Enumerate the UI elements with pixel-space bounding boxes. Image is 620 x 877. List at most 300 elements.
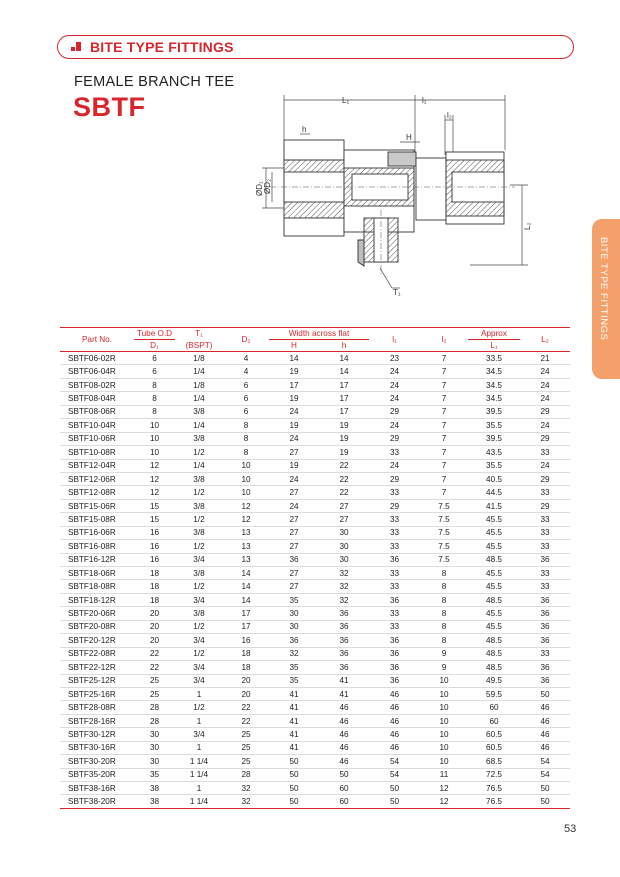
table-row <box>60 352 570 365</box>
table-cell: 10 <box>420 701 468 714</box>
table-cell: 24 <box>369 365 420 378</box>
table-row <box>60 741 570 754</box>
table-cell: 29 <box>520 499 570 512</box>
table-cell: 18 <box>134 580 175 593</box>
table-cell: 33 <box>520 540 570 553</box>
table-cell: 36 <box>369 593 420 606</box>
table-cell: 50 <box>520 782 570 795</box>
table-cell: 24 <box>520 419 570 432</box>
table-cell: 50 <box>369 795 420 808</box>
table-cell: 46 <box>520 714 570 727</box>
table-cell: 50 <box>269 755 319 768</box>
table-cell: 10 <box>134 419 175 432</box>
spec-table <box>60 327 570 809</box>
table-row <box>60 365 570 378</box>
table-cell: 27 <box>269 567 319 580</box>
table-row <box>60 459 570 472</box>
table-cell: 29 <box>520 432 570 445</box>
table-row <box>60 486 570 499</box>
table-cell: 46 <box>319 728 369 741</box>
table-cell: 1/2 <box>175 701 223 714</box>
part-number-cell: SBTF08-02R <box>60 378 134 391</box>
part-number-cell: SBTF16-08R <box>60 540 134 553</box>
table-row <box>60 553 570 566</box>
side-tab-label: BITE TYPE FITTINGS <box>598 237 609 341</box>
table-cell: 36 <box>369 553 420 566</box>
dim-T1: T₁ <box>393 288 401 297</box>
fitting-drawing <box>240 90 550 300</box>
table-cell: 6 <box>223 392 269 405</box>
table-cell: 19 <box>269 365 319 378</box>
table-cell: 29 <box>520 472 570 485</box>
table-cell: 33 <box>369 526 420 539</box>
part-number-cell: SBTF28-16R <box>60 714 134 727</box>
table-cell: 46 <box>520 701 570 714</box>
table-cell: 1/2 <box>175 580 223 593</box>
table-cell: 40.5 <box>468 472 520 485</box>
table-cell: 10 <box>420 674 468 687</box>
spec-table-body <box>60 352 570 809</box>
table-cell: 9 <box>420 661 468 674</box>
table-cell: 29 <box>520 405 570 418</box>
table-cell: 28 <box>134 714 175 727</box>
table-cell: 3/4 <box>175 593 223 606</box>
table-cell: 6 <box>134 365 175 378</box>
table-cell: 24 <box>520 459 570 472</box>
table-cell: 27 <box>269 446 319 459</box>
part-number-cell: SBTF06-04R <box>60 365 134 378</box>
table-row <box>60 513 570 526</box>
table-cell: 22 <box>319 472 369 485</box>
header-t1: T₁ <box>175 328 223 340</box>
section-header <box>57 35 574 59</box>
table-cell: 28 <box>134 701 175 714</box>
table-cell: 3/8 <box>175 499 223 512</box>
side-section-tab[interactable] <box>592 219 620 379</box>
table-cell: 30 <box>319 540 369 553</box>
table-cell: 30 <box>134 741 175 754</box>
table-cell: 36 <box>369 634 420 647</box>
part-number-cell: SBTF15-08R <box>60 513 134 526</box>
table-cell: 36 <box>319 634 369 647</box>
table-row <box>60 768 570 781</box>
table-cell: 24 <box>369 392 420 405</box>
table-cell: 25 <box>223 741 269 754</box>
table-row <box>60 472 570 485</box>
table-cell: 27 <box>269 580 319 593</box>
table-cell: 35 <box>269 661 319 674</box>
header-d2: D₂ <box>223 328 269 352</box>
table-cell: 10 <box>420 755 468 768</box>
table-row <box>60 392 570 405</box>
table-cell: 22 <box>223 714 269 727</box>
table-row <box>60 419 570 432</box>
table-cell: 6 <box>223 405 269 418</box>
table-cell: 16 <box>134 526 175 539</box>
table-cell: 27 <box>319 513 369 526</box>
part-number-cell: SBTF18-12R <box>60 593 134 606</box>
table-cell: 45.5 <box>468 620 520 633</box>
table-cell: 45.5 <box>468 540 520 553</box>
header-L1: L₁ <box>468 340 520 352</box>
part-number-cell: SBTF06-02R <box>60 352 134 365</box>
table-cell: 8 <box>420 620 468 633</box>
table-cell: 1/4 <box>175 459 223 472</box>
table-cell: 22 <box>223 701 269 714</box>
table-row <box>60 446 570 459</box>
header-l1-small: l₁ <box>369 328 420 352</box>
table-cell: 36 <box>520 634 570 647</box>
product-code: SBTF <box>73 92 146 122</box>
table-cell: 3/8 <box>175 472 223 485</box>
table-cell: 8 <box>420 580 468 593</box>
table-cell: 10 <box>223 459 269 472</box>
table-cell: 48.5 <box>468 661 520 674</box>
table-row <box>60 580 570 593</box>
table-cell: 3/4 <box>175 553 223 566</box>
table-cell: 10 <box>420 687 468 700</box>
table-cell: 48.5 <box>468 634 520 647</box>
table-cell: 49.5 <box>468 674 520 687</box>
table-cell: 33 <box>520 486 570 499</box>
table-cell: 1 1/4 <box>175 755 223 768</box>
table-cell: 46 <box>369 714 420 727</box>
table-cell: 36 <box>269 634 319 647</box>
table-cell: 33 <box>369 486 420 499</box>
table-cell: 7.5 <box>420 513 468 526</box>
table-cell: 36 <box>369 647 420 660</box>
part-number-cell: SBTF16-06R <box>60 526 134 539</box>
table-cell: 20 <box>134 620 175 633</box>
table-cell: 27 <box>269 540 319 553</box>
table-cell: 45.5 <box>468 513 520 526</box>
table-row <box>60 620 570 633</box>
product-name: FEMALE BRANCH TEE <box>74 74 235 90</box>
table-cell: 1/4 <box>175 365 223 378</box>
table-cell: 36 <box>319 661 369 674</box>
table-cell: 17 <box>319 378 369 391</box>
table-cell: 1 <box>175 741 223 754</box>
table-row <box>60 674 570 687</box>
table-cell: 7 <box>420 365 468 378</box>
table-cell: 54 <box>369 755 420 768</box>
table-row <box>60 607 570 620</box>
table-cell: 3/8 <box>175 405 223 418</box>
table-cell: 7 <box>420 405 468 418</box>
table-cell: 19 <box>319 419 369 432</box>
header-tube-od: Tube O.D <box>134 328 175 340</box>
table-cell: 30 <box>134 755 175 768</box>
table-cell: 8 <box>420 607 468 620</box>
dim-h: h <box>302 125 307 134</box>
table-cell: 36 <box>369 674 420 687</box>
table-cell: 8 <box>134 378 175 391</box>
table-cell: 34.5 <box>468 378 520 391</box>
table-cell: 36 <box>369 661 420 674</box>
table-cell: 14 <box>319 365 369 378</box>
table-cell: 12 <box>420 795 468 808</box>
table-cell: 45.5 <box>468 526 520 539</box>
table-cell: 14 <box>223 580 269 593</box>
table-cell: 33 <box>369 567 420 580</box>
table-cell: 19 <box>319 446 369 459</box>
table-cell: 30 <box>319 553 369 566</box>
table-row <box>60 499 570 512</box>
header-H: H <box>269 340 319 352</box>
table-cell: 10 <box>420 741 468 754</box>
table-cell: 33 <box>520 647 570 660</box>
table-cell: 20 <box>134 607 175 620</box>
part-number-cell: SBTF12-08R <box>60 486 134 499</box>
table-cell: 13 <box>223 553 269 566</box>
part-number-cell: SBTF28-08R <box>60 701 134 714</box>
dim-H: H <box>406 133 412 142</box>
part-number-cell: SBTF10-06R <box>60 432 134 445</box>
part-number-cell: SBTF08-04R <box>60 392 134 405</box>
table-cell: 35.5 <box>468 419 520 432</box>
table-cell: 50 <box>520 687 570 700</box>
table-cell: 50 <box>269 782 319 795</box>
table-cell: 41 <box>269 741 319 754</box>
part-number-cell: SBTF08-06R <box>60 405 134 418</box>
part-number-cell: SBTF38-20R <box>60 795 134 808</box>
table-cell: 33 <box>520 446 570 459</box>
table-cell: 25 <box>223 728 269 741</box>
table-cell: 39.5 <box>468 405 520 418</box>
part-number-cell: SBTF15-06R <box>60 499 134 512</box>
table-cell: 43.5 <box>468 446 520 459</box>
table-row <box>60 540 570 553</box>
table-cell: 18 <box>223 661 269 674</box>
section-title: BITE TYPE FITTINGS <box>90 39 234 55</box>
table-cell: 14 <box>269 352 319 365</box>
table-cell: 22 <box>319 486 369 499</box>
table-cell: 7.5 <box>420 499 468 512</box>
table-cell: 41 <box>269 714 319 727</box>
table-cell: 46 <box>319 714 369 727</box>
table-cell: 46 <box>319 741 369 754</box>
table-cell: 46 <box>319 701 369 714</box>
table-cell: 20 <box>223 687 269 700</box>
table-cell: 76.5 <box>468 782 520 795</box>
table-cell: 12 <box>134 472 175 485</box>
table-cell: 45.5 <box>468 607 520 620</box>
table-cell: 36 <box>520 553 570 566</box>
dim-L2: L₂ <box>523 222 532 230</box>
table-cell: 33 <box>369 607 420 620</box>
table-cell: 36 <box>520 620 570 633</box>
table-cell: 33 <box>520 567 570 580</box>
dim-l1: l₁ <box>422 96 427 105</box>
dim-D1: ØD₁ <box>255 181 264 196</box>
table-cell: 60 <box>468 714 520 727</box>
table-cell: 35 <box>134 768 175 781</box>
table-cell: 32 <box>223 782 269 795</box>
table-cell: 12 <box>134 486 175 499</box>
table-cell: 46 <box>520 741 570 754</box>
table-cell: 34.5 <box>468 392 520 405</box>
table-row <box>60 755 570 768</box>
table-cell: 44.5 <box>468 486 520 499</box>
table-cell: 14 <box>223 567 269 580</box>
table-cell: 3/4 <box>175 661 223 674</box>
table-cell: 7 <box>420 472 468 485</box>
table-cell: 7.5 <box>420 526 468 539</box>
table-cell: 10 <box>420 728 468 741</box>
table-cell: 36 <box>520 593 570 606</box>
table-cell: 6 <box>134 352 175 365</box>
table-cell: 10 <box>134 446 175 459</box>
table-cell: 30 <box>269 607 319 620</box>
table-row <box>60 647 570 660</box>
table-row <box>60 526 570 539</box>
table-cell: 35 <box>269 674 319 687</box>
table-cell: 3/8 <box>175 432 223 445</box>
table-cell: 15 <box>134 513 175 526</box>
table-cell: 1 1/4 <box>175 768 223 781</box>
table-cell: 36 <box>520 661 570 674</box>
table-cell: 38 <box>134 782 175 795</box>
table-cell: 7 <box>420 419 468 432</box>
table-row <box>60 701 570 714</box>
table-cell: 19 <box>269 392 319 405</box>
header-h: h <box>319 340 369 352</box>
header-part-no: Part No. <box>60 328 134 352</box>
table-cell: 8 <box>420 634 468 647</box>
table-cell: 29 <box>369 432 420 445</box>
table-cell: 25 <box>134 674 175 687</box>
table-cell: 8 <box>223 446 269 459</box>
table-cell: 32 <box>319 580 369 593</box>
table-cell: 60 <box>319 795 369 808</box>
table-cell: 17 <box>223 607 269 620</box>
table-cell: 32 <box>319 593 369 606</box>
table-cell: 7 <box>420 352 468 365</box>
table-cell: 16 <box>223 634 269 647</box>
table-cell: 3/4 <box>175 634 223 647</box>
table-cell: 36 <box>520 607 570 620</box>
table-cell: 13 <box>223 526 269 539</box>
part-number-cell: SBTF12-04R <box>60 459 134 472</box>
table-cell: 27 <box>269 513 319 526</box>
table-cell: 48.5 <box>468 553 520 566</box>
table-cell: 39.5 <box>468 432 520 445</box>
table-cell: 29 <box>369 472 420 485</box>
part-number-cell: SBTF35-20R <box>60 768 134 781</box>
table-cell: 8 <box>420 593 468 606</box>
table-cell: 38 <box>134 795 175 808</box>
table-cell: 46 <box>369 701 420 714</box>
part-number-cell: SBTF22-08R <box>60 647 134 660</box>
table-row <box>60 782 570 795</box>
table-cell: 50 <box>369 782 420 795</box>
table-cell: 46 <box>319 755 369 768</box>
table-cell: 41.5 <box>468 499 520 512</box>
table-cell: 41 <box>269 728 319 741</box>
table-cell: 1/2 <box>175 647 223 660</box>
table-cell: 8 <box>134 392 175 405</box>
table-cell: 24 <box>369 419 420 432</box>
table-cell: 19 <box>269 419 319 432</box>
table-cell: 32 <box>223 795 269 808</box>
table-cell: 28 <box>223 768 269 781</box>
table-cell: 25 <box>134 687 175 700</box>
table-cell: 7.5 <box>420 540 468 553</box>
table-cell: 34.5 <box>468 365 520 378</box>
header-l2-small: l₂ <box>420 328 468 352</box>
table-cell: 24 <box>520 378 570 391</box>
table-cell: 18 <box>134 567 175 580</box>
table-cell: 1 <box>175 714 223 727</box>
table-cell: 23 <box>369 352 420 365</box>
table-row <box>60 687 570 700</box>
table-cell: 30 <box>134 728 175 741</box>
table-cell: 22 <box>319 459 369 472</box>
table-cell: 12 <box>223 499 269 512</box>
dim-L1: L₁ <box>342 96 350 105</box>
table-cell: 1/8 <box>175 352 223 365</box>
table-cell: 45.5 <box>468 567 520 580</box>
part-number-cell: SBTF20-08R <box>60 620 134 633</box>
table-cell: 22 <box>134 661 175 674</box>
table-cell: 17 <box>269 378 319 391</box>
table-cell: 60.5 <box>468 741 520 754</box>
table-cell: 21 <box>520 352 570 365</box>
table-cell: 11 <box>420 768 468 781</box>
table-cell: 48.5 <box>468 647 520 660</box>
table-cell: 8 <box>134 405 175 418</box>
table-cell: 29 <box>369 499 420 512</box>
table-cell: 33 <box>369 540 420 553</box>
table-cell: 32 <box>269 647 319 660</box>
table-cell: 35.5 <box>468 459 520 472</box>
table-cell: 1/2 <box>175 486 223 499</box>
table-cell: 12 <box>134 459 175 472</box>
table-cell: 10 <box>223 472 269 485</box>
table-cell: 16 <box>134 540 175 553</box>
table-cell: 19 <box>269 459 319 472</box>
part-number-cell: SBTF30-20R <box>60 755 134 768</box>
table-cell: 33 <box>520 513 570 526</box>
table-cell: 50 <box>269 795 319 808</box>
table-cell: 27 <box>269 486 319 499</box>
part-number-cell: SBTF10-04R <box>60 419 134 432</box>
part-number-cell: SBTF38-16R <box>60 782 134 795</box>
table-cell: 46 <box>520 728 570 741</box>
header-d1: D₁ <box>134 340 175 352</box>
header-L2: L₂ <box>520 328 570 352</box>
table-cell: 50 <box>319 768 369 781</box>
table-cell: 14 <box>223 593 269 606</box>
table-cell: 50 <box>269 768 319 781</box>
table-cell: 7.5 <box>420 553 468 566</box>
table-cell: 46 <box>369 728 420 741</box>
header-approx: Approx <box>468 328 520 340</box>
table-cell: 6 <box>223 378 269 391</box>
table-cell: 24 <box>520 365 570 378</box>
part-number-cell: SBTF20-06R <box>60 607 134 620</box>
table-cell: 33 <box>369 620 420 633</box>
dim-l2: l₂ <box>447 111 452 120</box>
part-number-cell: SBTF18-08R <box>60 580 134 593</box>
table-cell: 19 <box>319 432 369 445</box>
table-cell: 54 <box>520 755 570 768</box>
table-cell: 22 <box>134 647 175 660</box>
table-row <box>60 593 570 606</box>
part-number-cell: SBTF16-12R <box>60 553 134 566</box>
table-cell: 1/2 <box>175 620 223 633</box>
table-cell: 7 <box>420 392 468 405</box>
